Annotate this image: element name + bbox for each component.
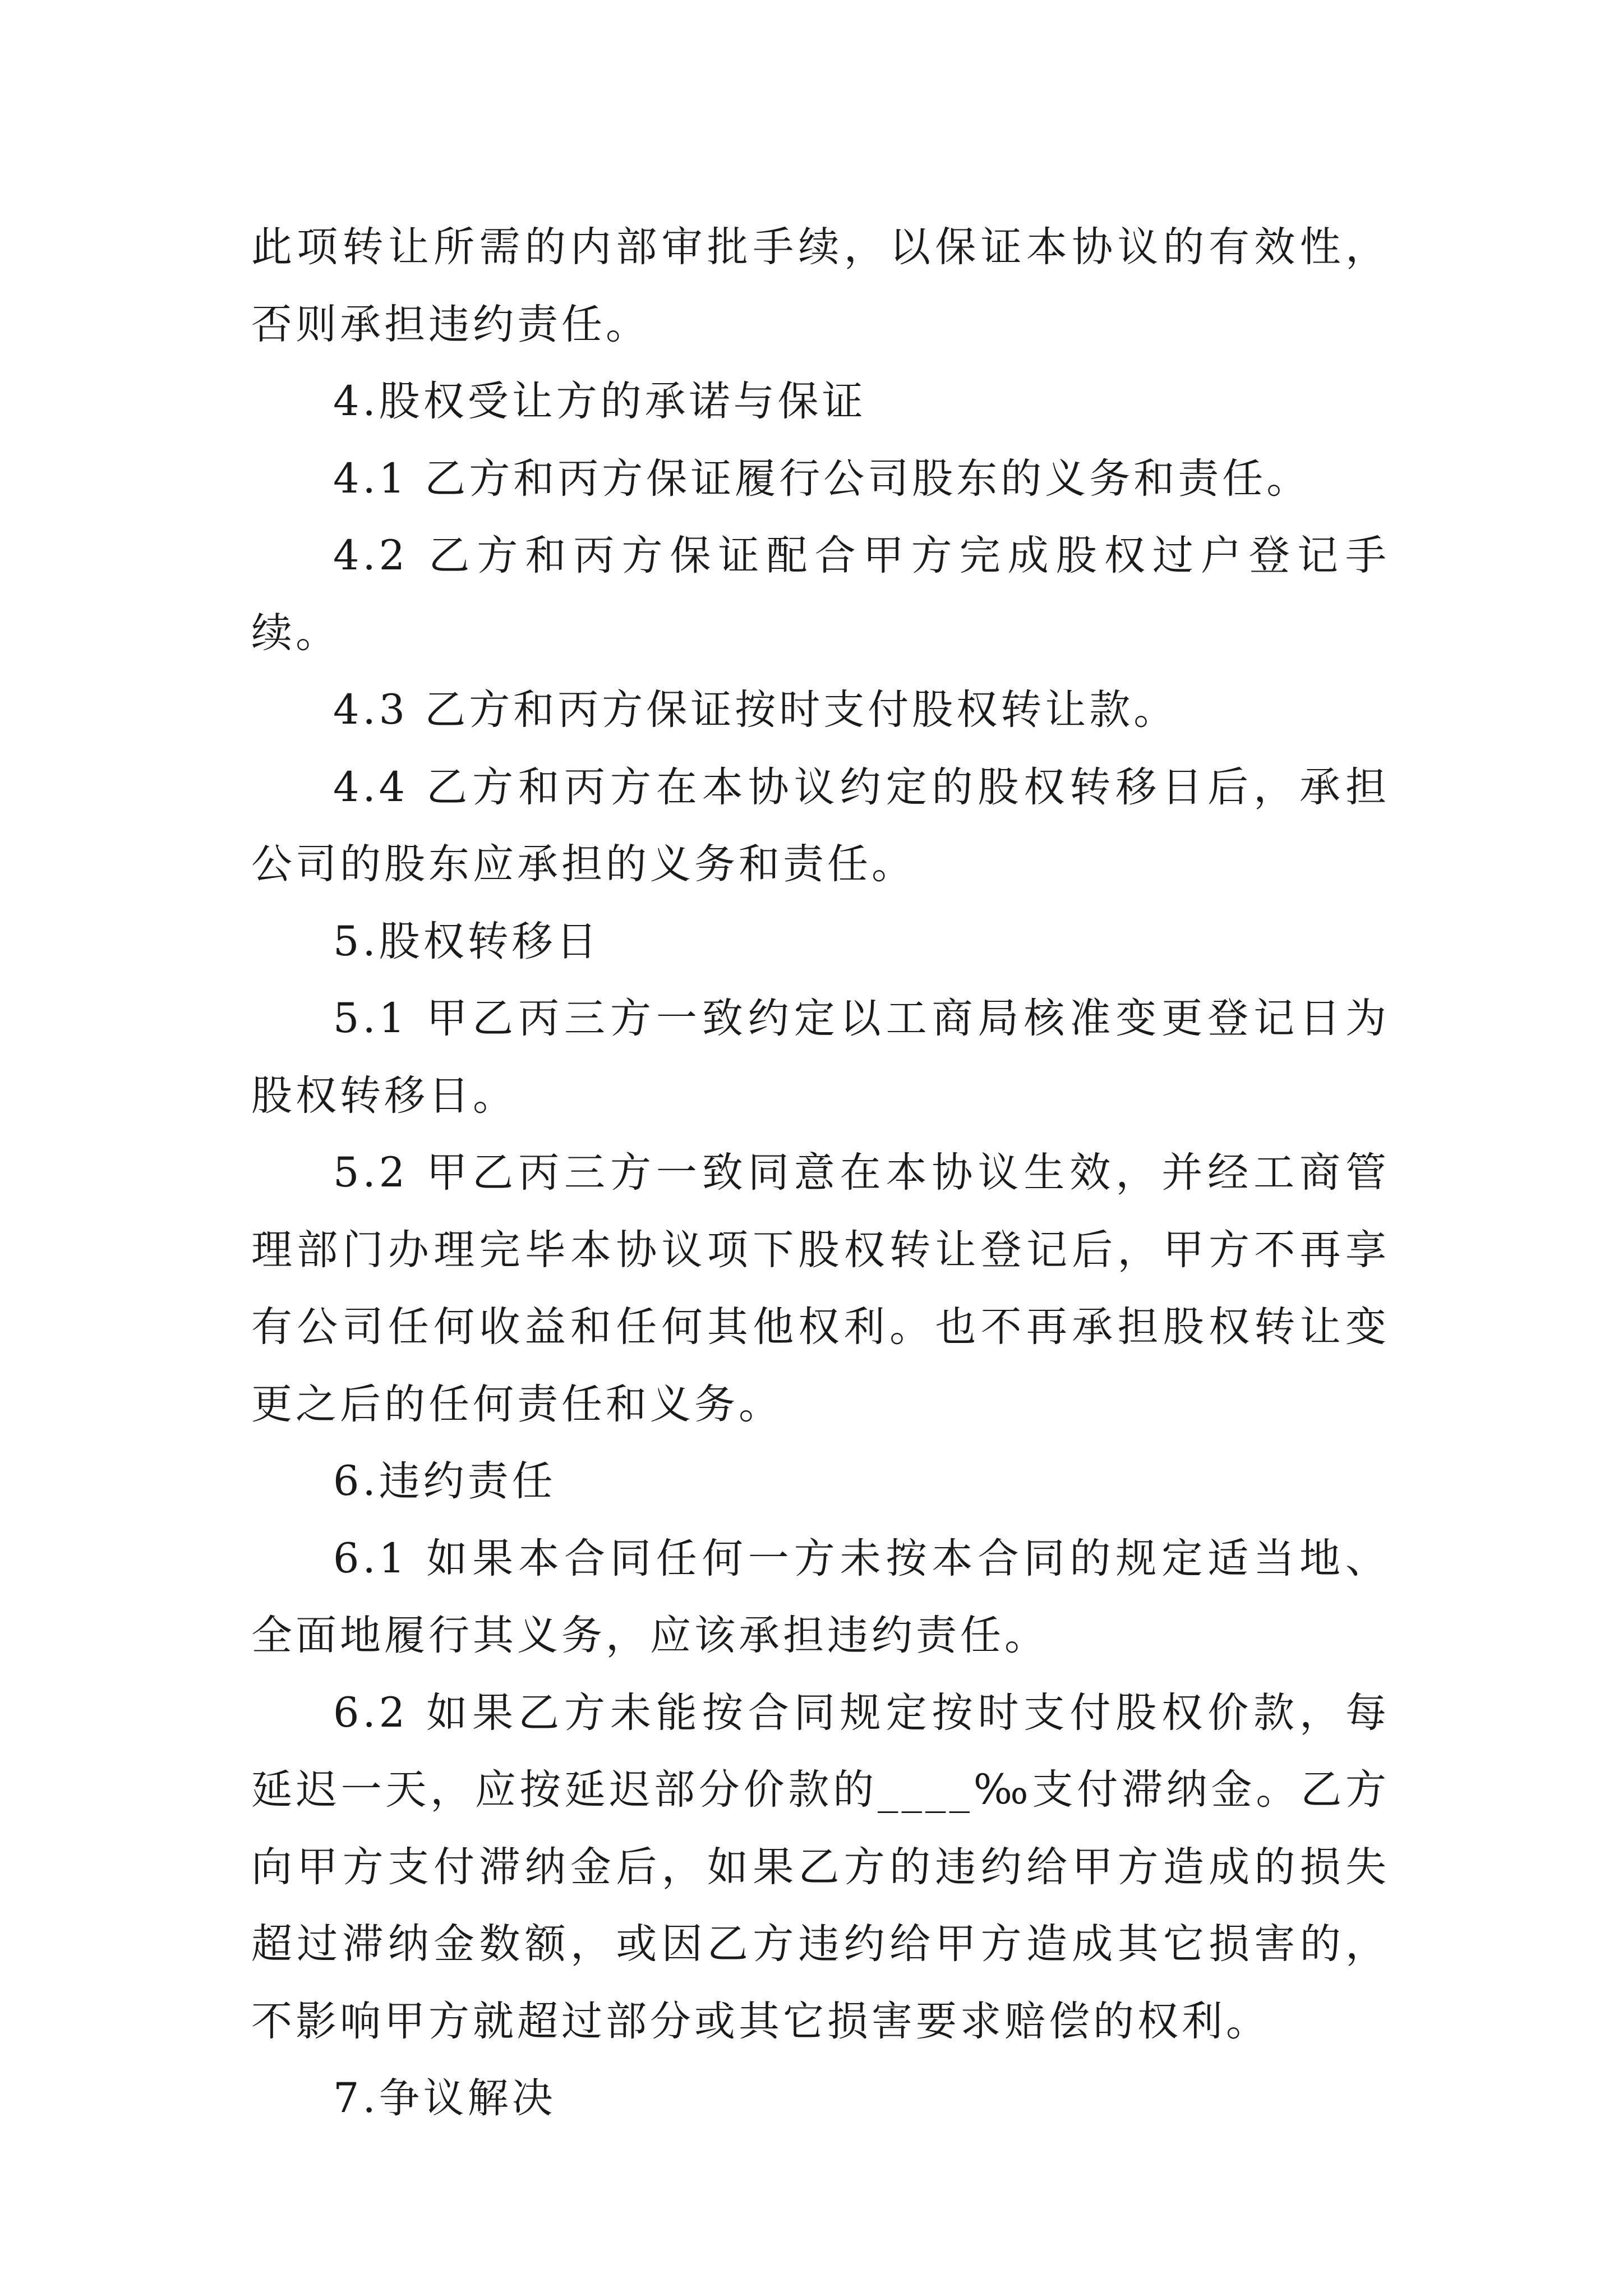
document-body	[251, 209, 1390, 2137]
clause-4-3: 4.3 乙方和丙方保证按时支付股权转让款。	[333, 686, 1178, 734]
section-heading-5: 5.股权转移日	[333, 917, 601, 965]
section-heading-7: 7.争议解决	[333, 2074, 556, 2122]
clause-6-2: 6.2 如果乙方未能按合同规定按时支付股权价款，每延迟一天，应按延迟部分价款的____‰支付滞纳金。乙方向甲方支付滞纳金后，如果乙方的违约给甲方造成的损失超过滞纳金数额，或因乙方违约给甲方造成其它损害的，不影响甲方就超过部分或其它损害要求赔偿的权利。	[251, 1688, 1390, 2045]
clause-6-1: 6.1 如果本合同任何一方未按本合同的规定适当地、全面地履行其义务，应该承担违约责任。	[251, 1534, 1390, 1659]
section-heading-6: 6.违约责任	[333, 1457, 556, 1505]
clause-4-4: 4.4 乙方和丙方在本协议约定的股权转移日后，承担公司的股东应承担的义务和责任。	[251, 763, 1390, 888]
clause-5-1: 5.1 甲乙丙三方一致约定以工商局核准变更登记日为股权转移日。	[251, 995, 1390, 1120]
clause-5-2: 5.2 甲乙丙三方一致同意在本协议生效，并经工商管理部门办理完毕本协议项下股权转让登记后，甲方不再享有公司任何收益和任何其他权利。也不再承担股权转让变更之后的任何责任和义务。	[251, 1149, 1390, 1428]
clause-4-1: 4.1 乙方和丙方保证履行公司股东的义务和责任。	[333, 454, 1311, 503]
clause-4-2: 4.2 乙方和丙方保证配合甲方完成股权过户登记手续。	[251, 532, 1390, 657]
section-heading-4: 4.股权受让方的承诺与保证	[333, 378, 866, 425]
paragraph-continuation: 此项转让所需的内部审批手续，以保证本协议的有效性，否则承担违约责任。	[251, 223, 1390, 348]
